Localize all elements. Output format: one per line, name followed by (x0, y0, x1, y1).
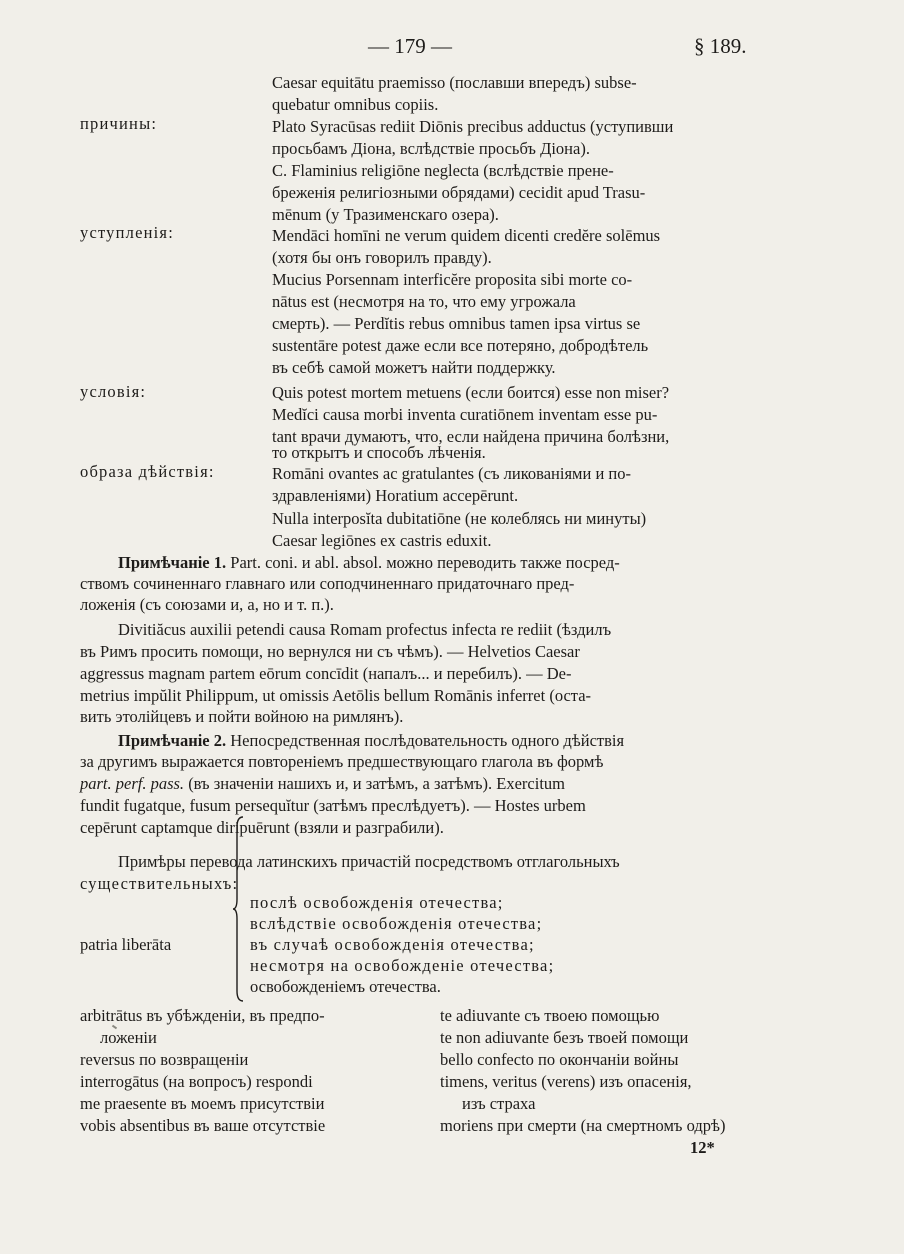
main-line: просьбамъ Діона, вслѣдствіе просьбъ Діона). (272, 139, 590, 158)
note1-label: Примѣчаніе 1. (118, 553, 227, 572)
right-col-line: moriens при смерти (на смертномъ одрѣ) (440, 1116, 726, 1135)
main-line: то открытъ и способъ лѣченія. (272, 443, 486, 462)
main-line: въ себѣ самой можетъ найти поддержку. (272, 358, 556, 377)
examples-intro-line: существительныхъ: (80, 874, 239, 893)
main-line: Medĭci causa morbi inventa curatiōnem inventam esse pu- (272, 405, 658, 424)
patria-label: patria liberāta (80, 935, 172, 954)
main-line: Caesar legiōnes ex castris eduxit. (272, 531, 492, 550)
note2-text: (въ значеніи нашихъ и, и затѣмъ, а затѣмъ). Exercitum (188, 774, 566, 793)
note1-example-line: aggressus magnam partem eōrum concīdit (напалъ... и перебилъ). — De- (80, 664, 572, 683)
main-line: здравленіями) Horatium accepērunt. (272, 486, 519, 505)
main-line: mēnum (у Тразименскаго озера). (272, 205, 499, 224)
left-col-line: arbitrātus въ убѣжденіи, въ предпо- (80, 1006, 325, 1025)
side-label-ustupleniya: уступленія: (80, 223, 174, 242)
note1-line: ложенія (съ союзами и, а, но и т. п.). (80, 595, 334, 614)
side-label-usloviya: условія: (80, 382, 147, 401)
note2-line: fundit fugatque, fusum persequĭtur (затѣмъ преслѣдуетъ). — Hostes urbem (80, 796, 586, 815)
section-number: § 189. (694, 34, 747, 58)
main-line: бреженія религіозными обрядами) cecidit apud Trasu- (272, 183, 646, 202)
left-col-line: ложеніи (100, 1028, 157, 1047)
page-number: — 179 — (368, 34, 452, 58)
right-col-line: изъ страха (462, 1094, 536, 1113)
note2-label: Примѣчаніе 2. (118, 731, 227, 750)
side-label-prichiny: причины: (80, 114, 158, 133)
note1-line (118, 552, 620, 575)
main-line: Romāni ovantes ac gratulantes (съ ликованіями и по- (272, 464, 631, 483)
main-line: sustentāre potest даже если все потеряно, добродѣтель (272, 336, 649, 355)
printer-signature: 12* (690, 1138, 715, 1157)
brace-icon (232, 815, 244, 1003)
patria-option: вслѣдствіе освобожденія отечества; (250, 914, 543, 933)
note2-italic-term: part. perf. pass. (80, 774, 185, 793)
main-line: Plato Syracūsas rediit Diōnis precibus adductus (уступивши (272, 117, 674, 136)
left-col-line: me praesente въ моемъ присутствіи (80, 1094, 325, 1113)
main-line: (хотя бы онъ говорилъ правду). (272, 248, 492, 267)
main-line: quebatur omnibus copiis. (272, 95, 439, 114)
left-col-line: reversus по возвращеніи (80, 1050, 249, 1069)
side-label-obraza-deistviya: образа дѣйствія: (80, 462, 215, 481)
right-col-line: te adiuvante съ твоею помощью (440, 1006, 660, 1025)
main-line: Nulla interposĭta dubitatiōne (не колеблясь ни минуты) (272, 509, 647, 528)
note2-line: за другимъ выражается повтореніемъ предшествующаго глагола въ формѣ (80, 752, 604, 771)
right-col-line: timens, veritus (verens) изъ опасенія, (440, 1072, 692, 1091)
note2-text: Непосредственная послѣдовательность одного дѣйствія (230, 731, 625, 750)
note1-example-line: въ Римъ просить помощи, но вернулся ни съ чѣмъ). — Helvetios Caesar (80, 642, 580, 661)
main-line: nātus est (несмотря на то, что ему угрожала (272, 292, 576, 311)
patria-option: освобожденіемъ отечества. (250, 977, 441, 996)
main-line: C. Flaminius religiōne neglecta (вслѣдствіе прене- (272, 161, 614, 180)
note1-example-line: metrius impŭlit Philippum, ut omissis Aetōlis bellum Romānis inferret (оста- (80, 686, 592, 705)
patria-option: послѣ освобожденія отечества; (250, 893, 504, 912)
examples-intro-line: Примѣры перевода латинскихъ причастій посредствомъ отглагольныхъ (118, 852, 620, 871)
main-line: tant врачи думаютъ, что, если найдена причина болѣзни, (272, 427, 670, 446)
patria-option: въ случаѣ освобожденія отечества; (250, 935, 535, 954)
note1-example-line: Divitiăcus auxilii petendi causa Romam profectus infecta re rediit (ѣздилъ (118, 620, 612, 639)
note2-line: cepērunt captamque diripuērunt (взяли и разграбили). (80, 818, 444, 837)
main-line: смерть). — Perdĭtis rebus omnibus tamen ipsa virtus se (272, 314, 641, 333)
note1-example-line: вить этолійцевъ и пойти войною на римлянъ). (80, 707, 404, 726)
note2-line (118, 730, 624, 753)
note2-line (80, 773, 565, 796)
main-line: Mucius Porsennam interficĕre proposita sibi morte co- (272, 270, 633, 289)
note1-line: ствомъ сочиненнаго главнаго или соподчиненнаго придаточнаго пред- (80, 574, 575, 593)
main-line: Quis potest mortem metuens (если боится) esse non miser? (272, 383, 670, 402)
patria-option: несмотря на освобожденіе отечества; (250, 956, 555, 975)
main-line: Caesar equitātu praemisso (пославши впередъ) subse- (272, 73, 637, 92)
left-col-line: interrogātus (на вопросъ) respondi (80, 1072, 313, 1091)
right-col-line: bello confecto по окончаніи войны (440, 1050, 679, 1069)
left-col-line: vobis absentibus въ ваше отсутствіе (80, 1116, 326, 1135)
main-line: Mendāci homīni ne verum quidem dicenti credĕre solēmus (272, 226, 661, 245)
note1-text: Part. coni. и abl. absol. можно переводить также посред- (230, 553, 620, 572)
right-col-line: te non adiuvante безъ твоей помощи (440, 1028, 689, 1047)
